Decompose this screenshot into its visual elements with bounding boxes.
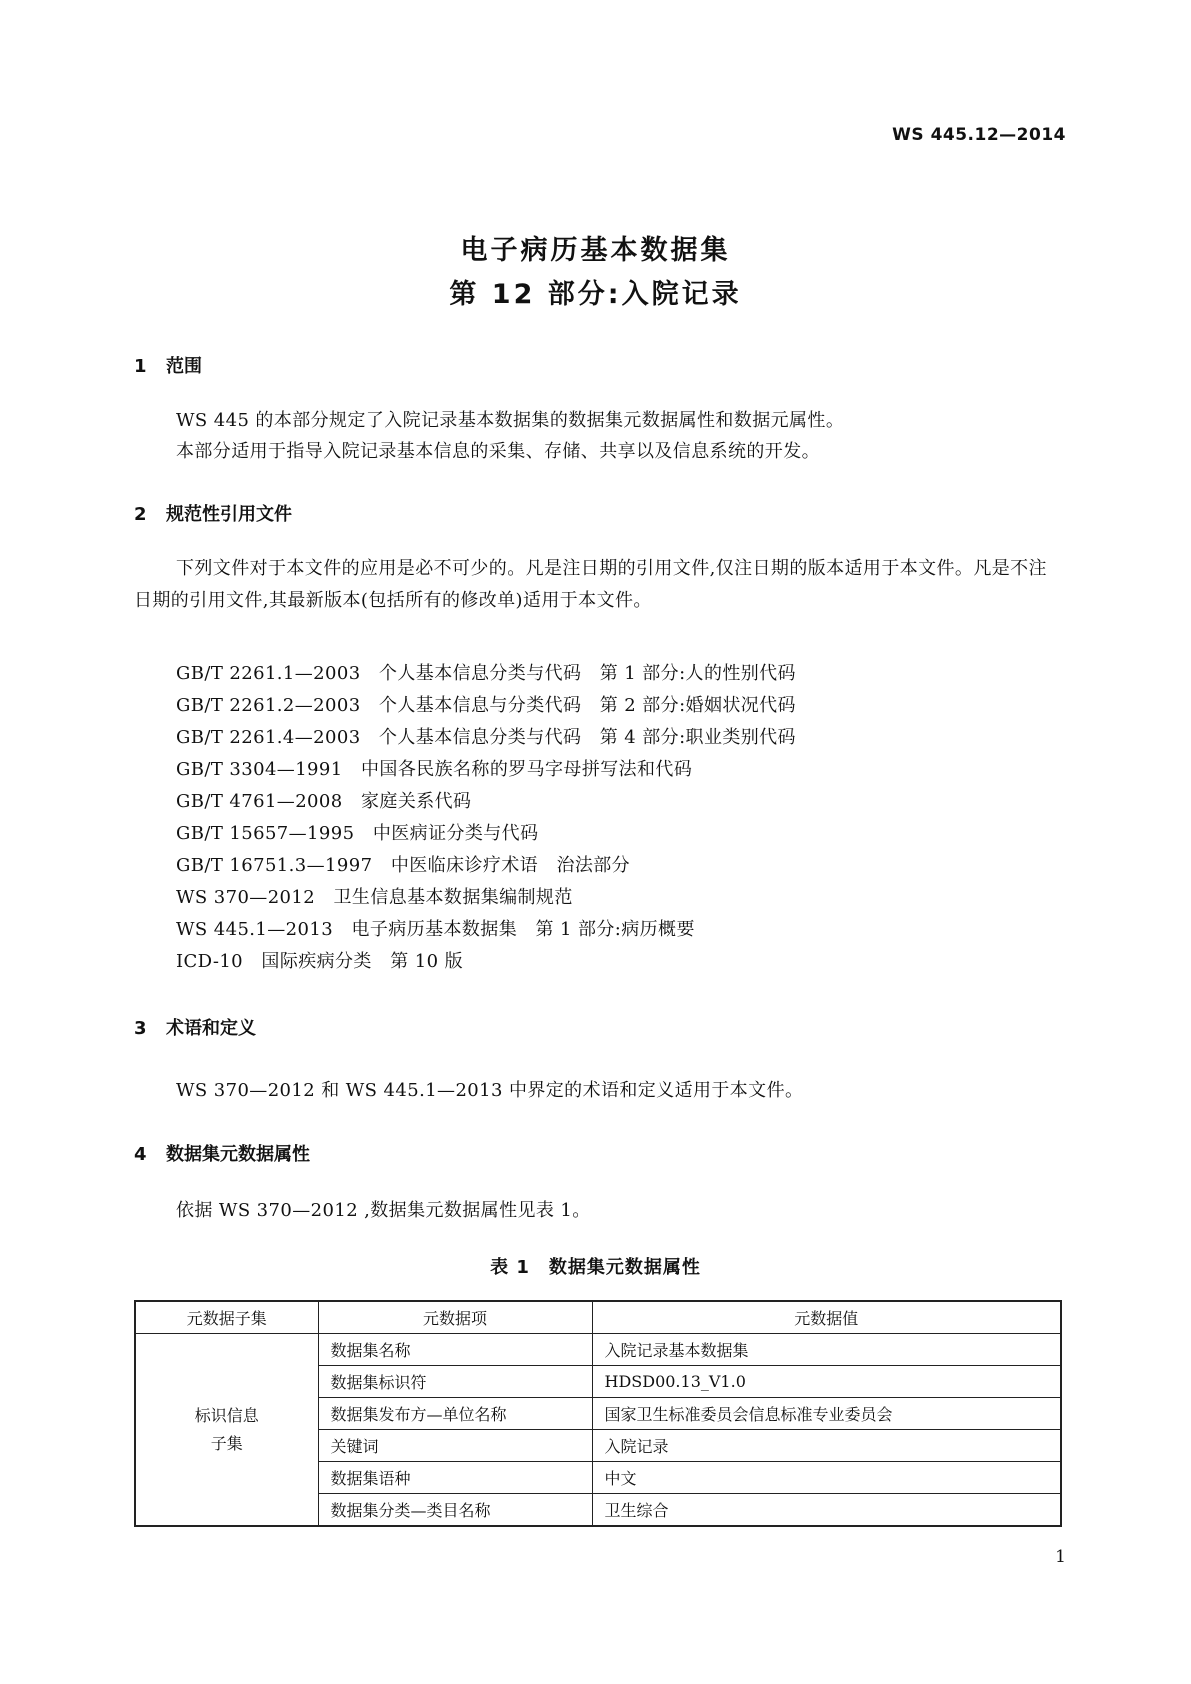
reference-item: GB/T 15657—1995 中医病证分类与代码	[176, 823, 539, 844]
paragraph: WS 370—2012 和 WS 445.1—2013 中界定的术语和定义适用于本文件。	[176, 1080, 804, 1101]
paragraph: 下列文件对于本文件的应用是必不可少的。凡是注日期的引用文件,仅注日期的版本适用于本文件。凡是不注日期的引用文件,其最新版本(包括所有的修改单)适用于本文件。	[134, 558, 1047, 611]
item-cell: 关键词	[318, 1430, 592, 1462]
reference-list	[176, 658, 796, 978]
column-header: 元数据值	[592, 1301, 1061, 1334]
value-cell: 中文	[592, 1462, 1061, 1494]
value-cell: 入院记录基本数据集	[592, 1334, 1061, 1366]
subset-label: 标识信息	[194, 1405, 259, 1425]
value-cell: 入院记录	[592, 1430, 1061, 1462]
reference-item: GB/T 2261.1—2003 个人基本信息分类与代码 第 1 部分:人的性别代码	[176, 663, 796, 684]
section-number: 1	[134, 356, 147, 377]
value-cell: 卫生综合	[592, 1494, 1061, 1527]
section-title: 规范性引用文件	[166, 504, 292, 525]
table-header-row	[135, 1301, 1061, 1334]
reference-item: GB/T 16751.3—1997 中医临床诊疗术语 治法部分	[176, 855, 631, 876]
paragraph: 依据 WS 370—2012 ,数据集元数据属性见表 1。	[176, 1200, 591, 1221]
reference-item: GB/T 2261.4—2003 个人基本信息分类与代码 第 4 部分:职业类别代码	[176, 727, 796, 748]
standard-code: WS 445.12—2014	[892, 125, 1066, 145]
item-cell: 数据集发布方—单位名称	[318, 1398, 592, 1430]
paragraph: WS 445 的本部分规定了入院记录基本数据集的数据集元数据属性和数据元属性。	[176, 410, 845, 431]
column-header: 元数据子集	[135, 1301, 318, 1334]
section-heading-normative-references	[134, 500, 292, 526]
document-title: 电子病历基本数据集	[460, 235, 731, 266]
item-cell: 数据集标识符	[318, 1366, 592, 1398]
column-header: 元数据项	[318, 1301, 592, 1334]
section-title: 术语和定义	[166, 1018, 256, 1039]
reference-item: GB/T 3304—1991 中国各民族名称的罗马字母拼写法和代码	[176, 759, 693, 780]
value-cell: HDSD00.13_V1.0	[592, 1366, 1061, 1398]
reference-item: ICD-10 国际疾病分类 第 10 版	[176, 951, 463, 972]
item-cell: 数据集语种	[318, 1462, 592, 1494]
subset-cell	[135, 1334, 318, 1527]
item-cell: 数据集分类—类目名称	[318, 1494, 592, 1527]
reference-item: WS 445.1—2013 电子病历基本数据集 第 1 部分:病历概要	[176, 919, 695, 940]
section-number: 4	[134, 1144, 147, 1165]
item-cell: 数据集名称	[318, 1334, 592, 1366]
section-heading-metadata	[134, 1140, 310, 1166]
table-caption: 表 1 数据集元数据属性	[490, 1257, 701, 1278]
section-number: 2	[134, 504, 147, 525]
section-heading-terms	[134, 1014, 256, 1040]
document-subtitle: 第 12 部分:入院记录	[449, 279, 742, 310]
paragraph: 本部分适用于指导入院记录基本信息的采集、存储、共享以及信息系统的开发。	[176, 441, 820, 462]
table-row	[135, 1334, 1061, 1366]
reference-item: WS 370—2012 卫生信息基本数据集编制规范	[176, 887, 573, 908]
section-heading-scope	[134, 352, 202, 378]
section-title: 数据集元数据属性	[166, 1144, 310, 1165]
subset-label: 子集	[210, 1433, 243, 1453]
section-title: 范围	[166, 356, 202, 377]
section-number: 3	[134, 1018, 147, 1039]
reference-item: GB/T 2261.2—2003 个人基本信息与分类代码 第 2 部分:婚姻状况代码	[176, 695, 796, 716]
metadata-table	[134, 1300, 1062, 1527]
page-number: 1	[1055, 1547, 1066, 1567]
value-cell: 国家卫生标准委员会信息标准专业委员会	[592, 1398, 1061, 1430]
reference-item: GB/T 4761—2008 家庭关系代码	[176, 791, 472, 812]
